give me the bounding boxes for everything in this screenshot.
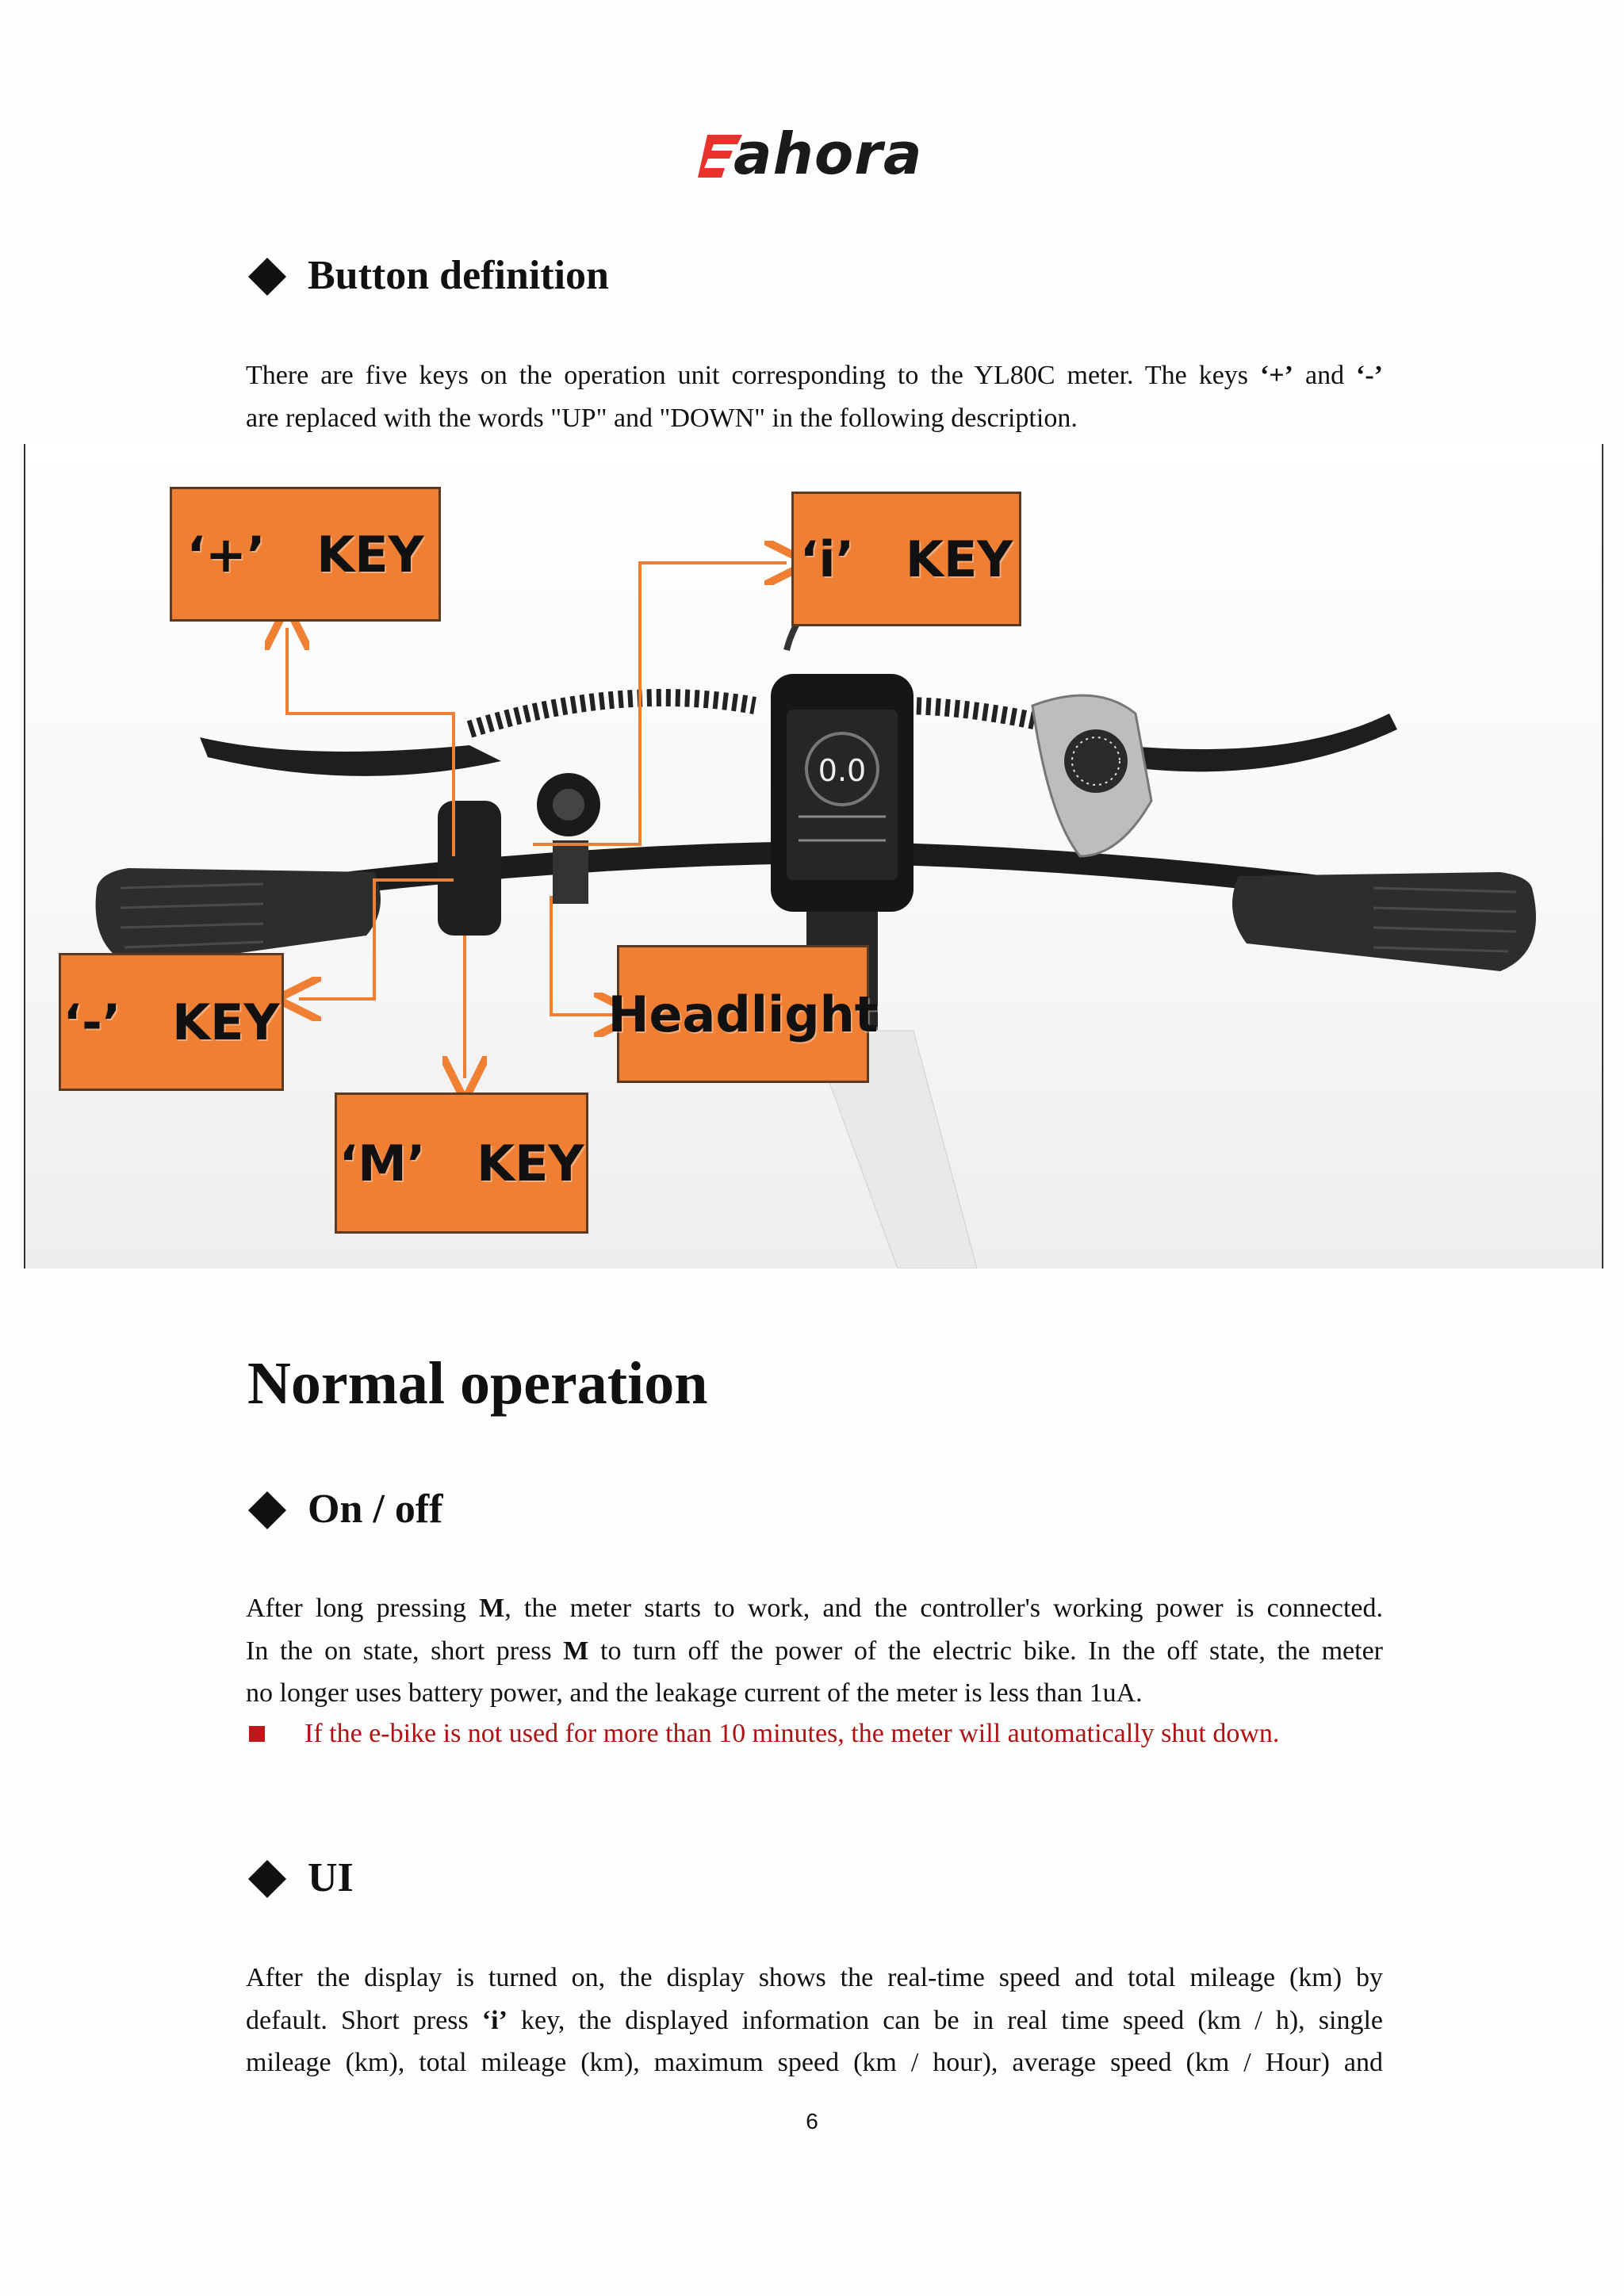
paragraph-line: After long pressing M, the meter starts to work, and the controller's working power is connected. (246, 1594, 1383, 1623)
plus-key-callout: ‘+’ KEY (170, 487, 441, 622)
control-unit (438, 801, 501, 936)
right-grip (1232, 872, 1536, 971)
paragraph-line: are replaced with the words "UP" and "DOWN" in the following description. (246, 403, 1078, 433)
shifter-dial (1064, 729, 1128, 793)
mode-key-callout: ‘M’ KEY (335, 1093, 588, 1234)
on-off-paragraph (246, 1587, 1383, 1715)
coiled-cable-left (469, 698, 755, 729)
minus-key-callout: ‘-’ KEY (59, 953, 284, 1091)
paragraph-line: After the display is turned on, the display shows the real-time speed and total mileage (km) by (246, 1963, 1383, 1992)
brand-logo (698, 121, 928, 187)
normal-operation-heading: Normal operation (247, 1350, 708, 1417)
square-bullet-icon (249, 1726, 265, 1742)
brand-name: ahora (733, 121, 923, 187)
paragraph-line: mileage (km), total mileage (km), maximum speed (km / hour), average speed (km / Hour) and (246, 2048, 1383, 2077)
paragraph-line: default. Short press ‘i’ key, the displayed information can be in real time speed (km / h), single (246, 2005, 1383, 2035)
on-off-heading (247, 1486, 442, 1533)
heading-text: Button definition (308, 253, 609, 298)
diamond-bullet-icon (248, 1860, 286, 1898)
button-definition-heading (247, 252, 609, 300)
note-text: If the e-bike is not used for more than 10 minutes, the meter will automatically shut down. (304, 1719, 1280, 1748)
heading-text: UI (308, 1855, 354, 1900)
auto-shutdown-note (246, 1712, 1435, 1755)
paragraph-line: In the on state, short press M to turn off the power of the electric bike. In the off state, the meter (246, 1636, 1383, 1666)
button-definition-paragraph (246, 354, 1383, 439)
paragraph-line: no longer uses battery power, and the leakage current of the meter is less than 1uA. (246, 1678, 1143, 1708)
diamond-bullet-icon (248, 1491, 286, 1529)
ui-paragraph (246, 1957, 1383, 2084)
info-key-callout: ‘i’ KEY (791, 492, 1021, 626)
ui-heading (247, 1854, 354, 1902)
lcd-screen (787, 710, 898, 880)
svg-text:0.0: 0.0 (818, 753, 867, 788)
headlight-callout: Headlight (617, 945, 869, 1083)
left-brake-lever (200, 737, 501, 776)
page-number: 6 (806, 2109, 818, 2133)
handlebar-photo (24, 444, 1603, 1269)
diamond-bullet-icon (248, 258, 286, 296)
heading-text: On / off (308, 1487, 443, 1532)
paragraph-line: There are five keys on the operation unit corresponding to the YL80C meter. The keys ‘+’ and ‘-’ (246, 361, 1383, 390)
headlight-switch (553, 840, 588, 904)
